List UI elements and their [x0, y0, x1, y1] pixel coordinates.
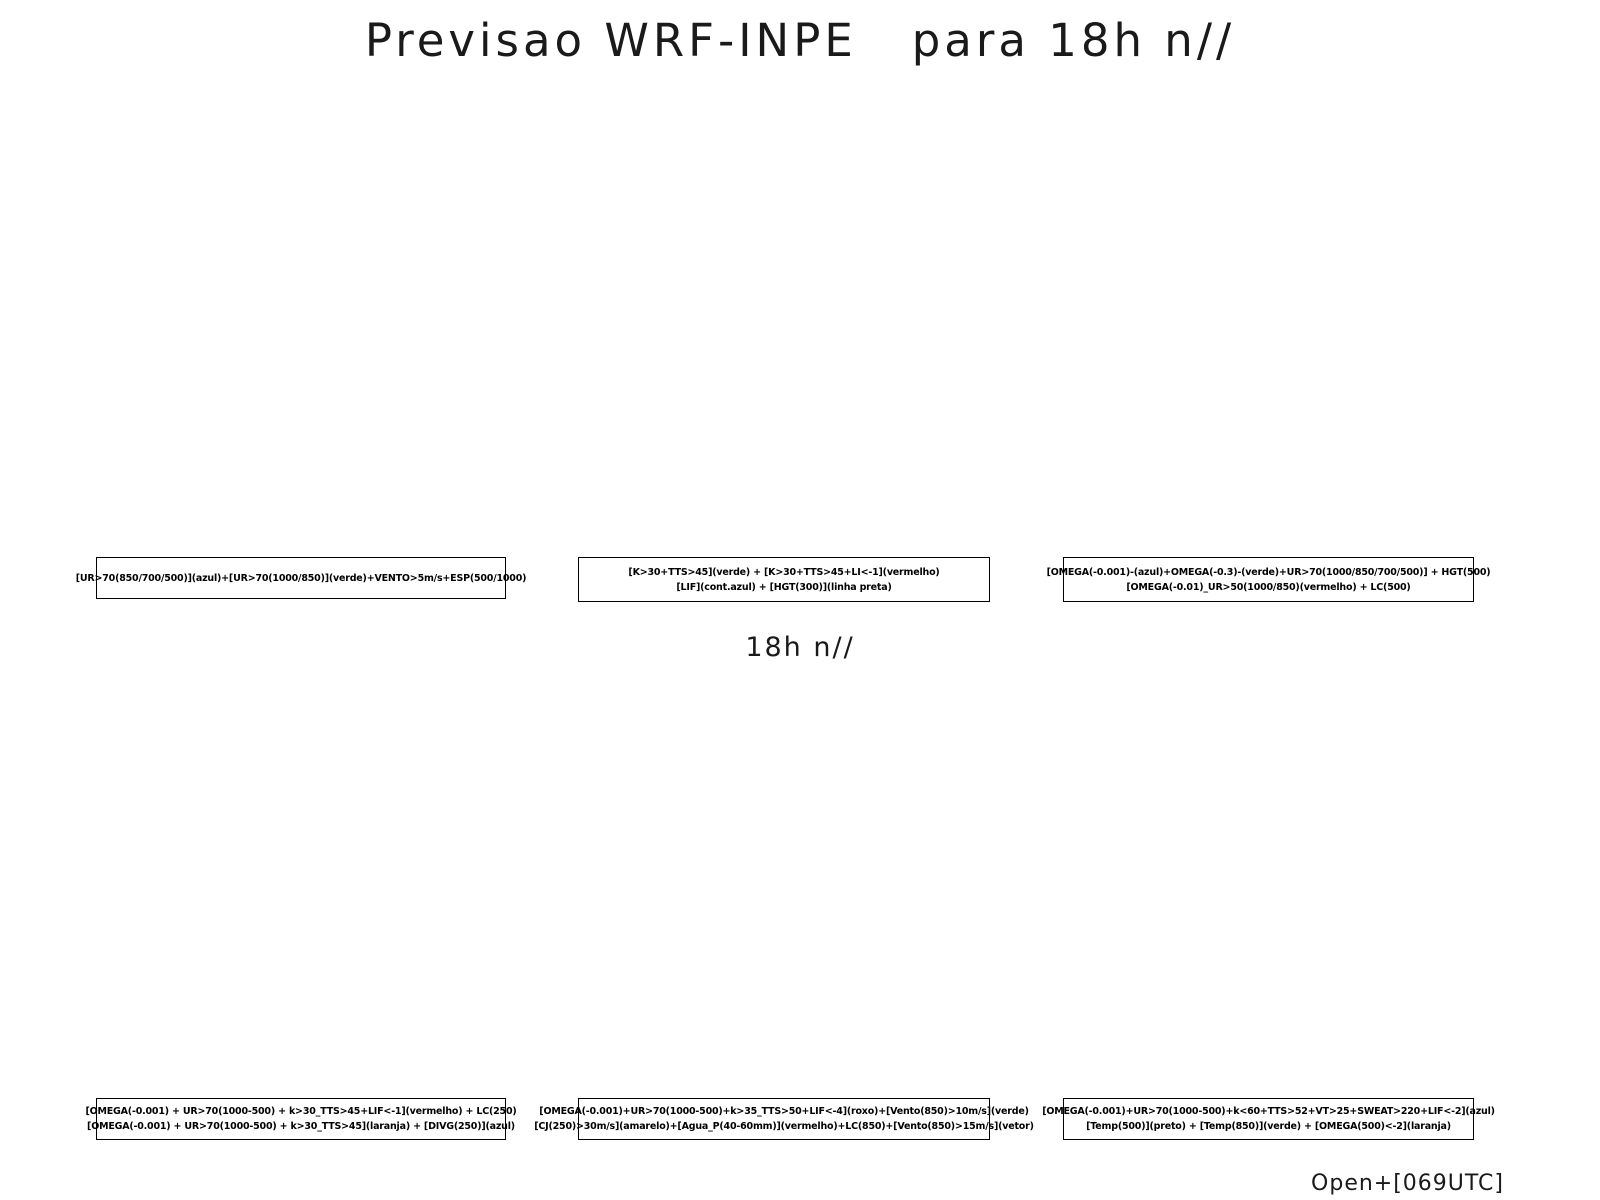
footer-timestamp: Open+[069UTC]	[1311, 1171, 1504, 1196]
legend-line: [OMEGA(-0.001)+UR>70(1000-500)+k<60+TTS>52+VT>25+SWEAT>220+LIF<-2](azul)	[1042, 1106, 1495, 1117]
legend-line: [K>30+TTS>45](verde) + [K>30+TTS>45+LI<-1](vermelho)	[628, 566, 940, 578]
legend-line: [OMEGA(-0.001) + UR>70(1000-500) + k>30_TTS>45](laranja) + [DIVG(250)](azul)	[87, 1121, 515, 1132]
page-title: Previsao WRF-INPE para 18h n//	[364, 14, 1236, 67]
legend-box-bottom-left	[85, 1098, 517, 1140]
legend-box-top-left	[75, 557, 527, 599]
legend-line: [OMEGA(-0.01)_UR>50(1000/850)(vermelho) + LC(500)	[1126, 581, 1411, 593]
legend-line: [LIF](cont.azul) + [HGT(300)](linha preta)	[676, 581, 892, 593]
legend-line: [OMEGA(-0.001)+UR>70(1000-500)+k>35_TTS>50+LIF<-4](roxo)+[Vento(850)>10m/s](verde)	[539, 1106, 1029, 1117]
legend-line: [OMEGA(-0.001)-(azul)+OMEGA(-0.3)-(verde)+UR>70(1000/850/700/500)] + HGT(500)	[1046, 566, 1491, 578]
legend-line: [UR>70(850/700/500)](azul)+[UR>70(1000/850)](verde)+VENTO>5m/s+ESP(500/1000)	[75, 572, 527, 584]
mid-subtitle: 18h n//	[745, 632, 855, 663]
legend-line: [CJ(250)>30m/s](amarelo)+[Agua_P(40-60mm)](vermelho)+LC(850)+[Vento(850)>15m/s](vetor)	[534, 1121, 1034, 1132]
legend-line: [Temp(500)](preto) + [Temp(850)](verde) + [OMEGA(500)<-2](laranja)	[1086, 1121, 1451, 1132]
legend-line: [OMEGA(-0.001) + UR>70(1000-500) + k>30_TTS>45+LIF<-1](vermelho) + LC(250)	[85, 1106, 517, 1117]
legend-box-bottom-right	[1042, 1098, 1495, 1140]
legend-box-bottom-middle	[534, 1098, 1034, 1140]
legend-box-top-right	[1046, 557, 1491, 602]
legend-box-top-middle	[578, 557, 990, 602]
